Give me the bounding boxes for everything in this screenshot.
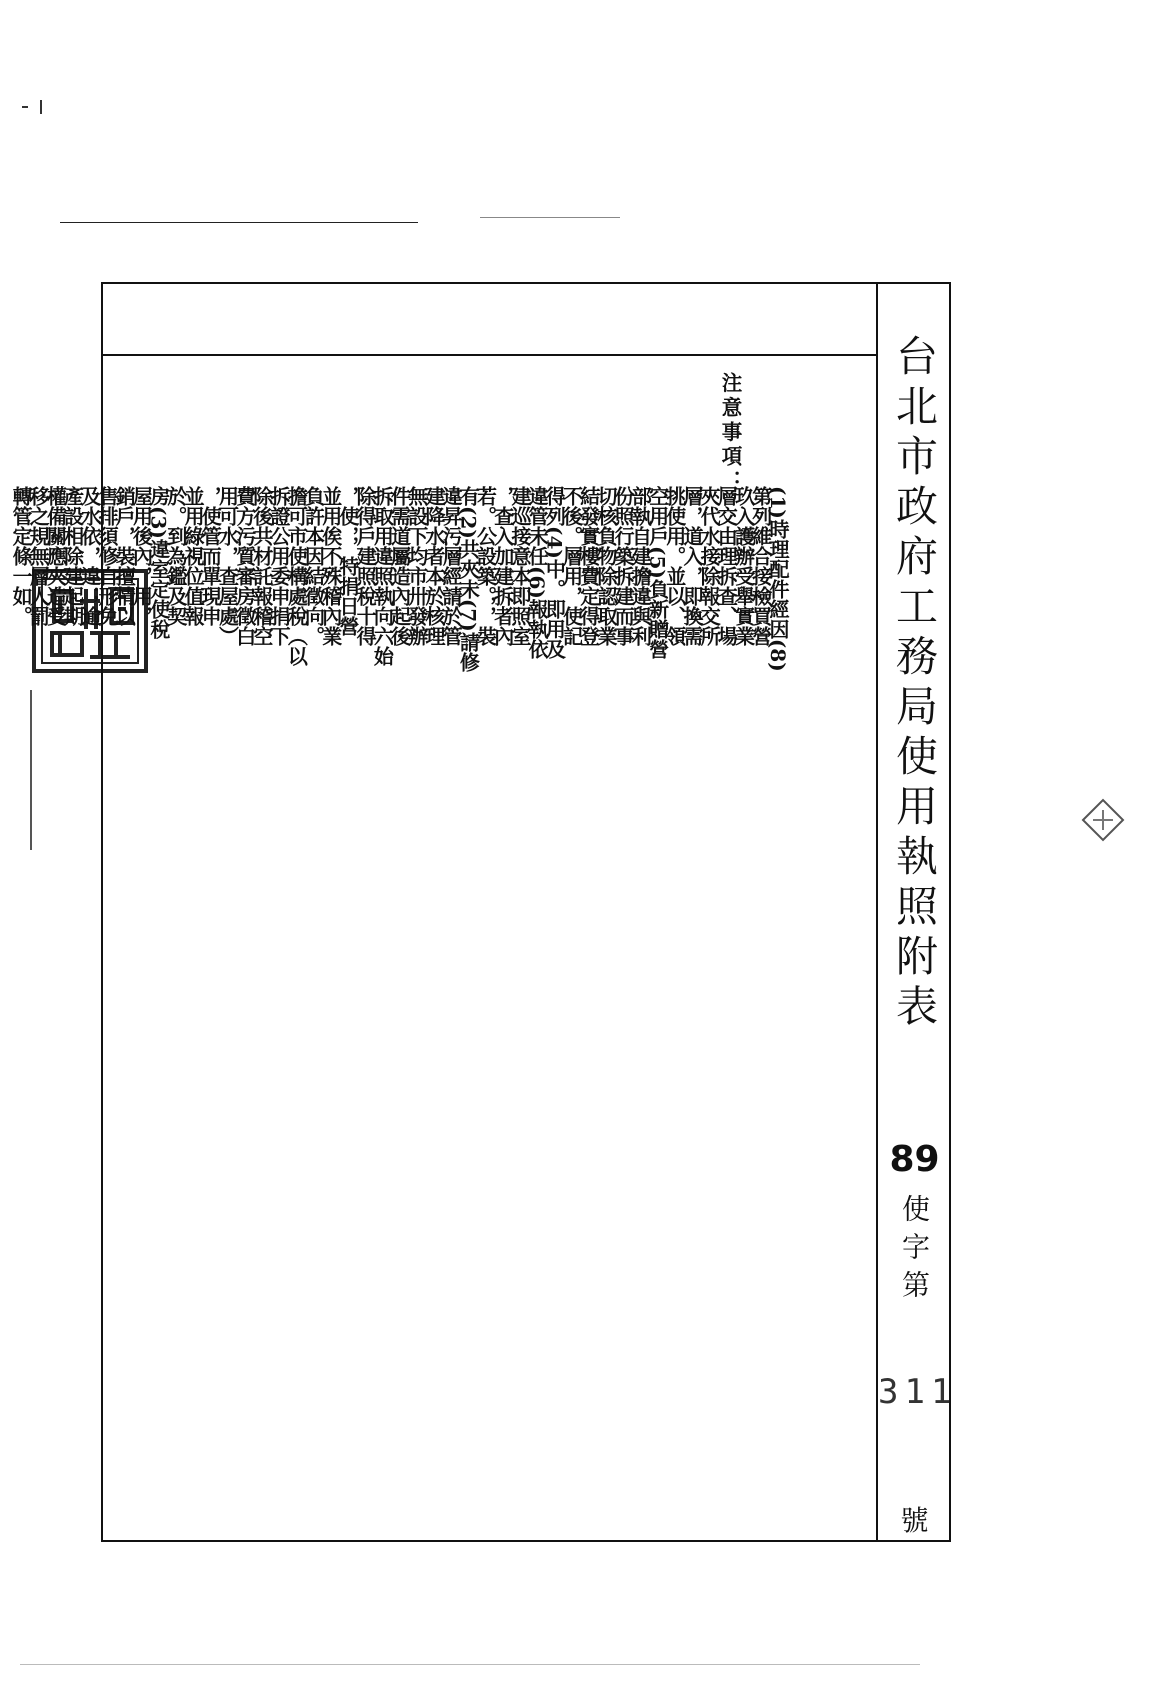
margin-mark	[1078, 795, 1128, 845]
notes-line: 房(3)違室定使稅	[146, 486, 171, 639]
notes-line: 層，道入，即換需	[679, 486, 704, 646]
notes-line: 第列維合接檢買營	[748, 486, 773, 646]
notes-line: ，使管而單現申	[198, 486, 223, 626]
notes-line: 用可水，查屋處）	[215, 486, 240, 646]
notes-line: 挑使用。並以、領	[662, 486, 687, 646]
notes-line: 空用戶(5)負新贈營	[645, 486, 670, 659]
notes-line: 移之規無層人罰	[26, 486, 51, 626]
permit-suffix: 號	[900, 1504, 929, 1537]
notes-line: 份照行築拆建而事	[611, 486, 636, 646]
permit-prefix: 使字第	[898, 1194, 931, 1308]
notes-block	[711, 372, 741, 502]
notes-line: 違昇污層經請於管	[439, 486, 464, 646]
notes-line: 擔可市使構處稅（以	[284, 486, 309, 666]
notes-line: 除後共材託報稽空	[249, 486, 274, 646]
scan-speck	[22, 106, 28, 108]
notes-line: 無設下均市卅發辦	[404, 486, 429, 646]
scan-line	[480, 217, 620, 218]
notes-line: 費方污質審房徵白	[232, 486, 257, 646]
notes-line: ，查入加建拆者內	[490, 486, 515, 646]
notes-line: 負許本因結徵向。	[301, 486, 326, 646]
notes-line: (1)時理配件經因(8)	[766, 486, 790, 672]
notes-line: 有(2)共夾未(7)請修	[456, 486, 481, 672]
notes-line: 權備關應夾造受	[43, 486, 68, 626]
notes-line: 並用俟不殊稽內業	[318, 486, 343, 646]
notes-line: 若。公設築。，，裝	[473, 486, 498, 646]
notes-line: 銷戶，裝擅情以	[112, 486, 137, 626]
form-title: 台北市政府工務局使用執照附表	[890, 334, 939, 1034]
notes-line: 及水依，違；逾	[77, 486, 102, 626]
notes-line: 得列(4)中。即用及	[542, 486, 567, 659]
notes-line: 件需道屬造內起後	[387, 486, 412, 646]
notes-line: 部執自建擔違與利	[628, 486, 653, 646]
notes-line: 並用綠視位值報	[181, 486, 206, 626]
scan-line	[60, 222, 418, 223]
notes-line: 夾代水接除報交所	[697, 486, 722, 646]
notes-line: 屋用後內，用，	[129, 486, 154, 626]
notes-line: 於。到為鑑及契	[163, 486, 188, 626]
notes-line: 產設相除建起期	[60, 486, 85, 626]
notes-line: 玖入護辦受舉實業	[731, 486, 756, 646]
notes-line: 售排須修自形免	[95, 486, 120, 626]
notes-heading: 注意事項：	[718, 372, 742, 495]
notes-line: 除得戶建照稅十得	[353, 486, 378, 646]
notes-body	[9, 486, 790, 1526]
notes-line: 拆證公用委申捐下	[267, 486, 292, 646]
notes-line: ，使，，特捐日營	[335, 486, 360, 636]
title-column	[876, 284, 958, 1540]
notes-line: 轉管定條一如。	[9, 486, 34, 626]
notes-line: 建巡接意本即照室	[507, 486, 532, 646]
permit-year: 89	[889, 1139, 940, 1180]
notes-line: 建降水者本於核理	[421, 486, 446, 646]
notes-line: 結發實樓費定得登	[576, 486, 601, 646]
notes-line: 切核負物除認取業	[593, 486, 618, 646]
notes-line: 層交由理拆查、場	[714, 486, 739, 646]
notes-line: 不後。層用，使記	[559, 486, 584, 646]
permit-number: 311	[878, 1372, 958, 1412]
header-band	[103, 284, 876, 356]
scan-line	[20, 1664, 920, 1665]
notes-line: 違管未任(6)報執依	[525, 486, 550, 659]
scan-speck	[40, 100, 42, 114]
notes-line: 拆取用違照執向六始	[370, 486, 395, 666]
